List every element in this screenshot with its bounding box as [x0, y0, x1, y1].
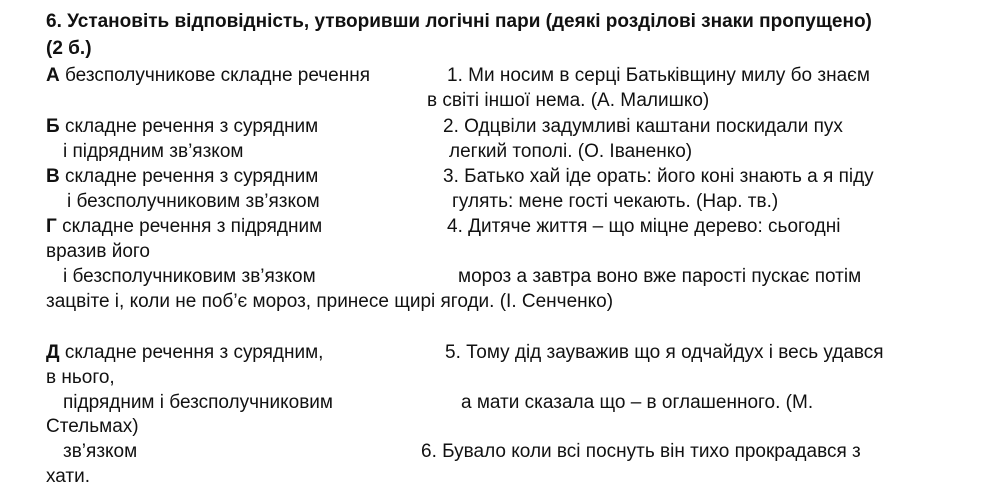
left-item-h-text-2: вразив його	[46, 241, 150, 262]
sentence-1-line-2: в світі іншої нема. (А. Малишко)	[427, 90, 710, 111]
left-item-h	[46, 215, 322, 239]
option-letter-a: А	[46, 65, 60, 86]
left-item-h-text-3: і безсполучниковим зв’язком	[63, 266, 316, 287]
left-item-v-text: складне речення з сурядним	[65, 166, 319, 187]
sentence-5-line-1: 5. Тому дід зауважив що я одчайдух і весь удався	[445, 342, 884, 363]
question-points: (2 б.)	[46, 38, 92, 59]
left-item-v-text-2: і безсполучниковим зв’язком	[67, 191, 320, 212]
sentence-4-line-3: зацвіте і, коли не поб’є мороз, принесе щирі ягоди. (І. Сенченко)	[46, 291, 614, 312]
left-item-b-text-2: і підрядним зв’язком	[63, 141, 244, 162]
left-item-d-text-2: в нього,	[46, 367, 115, 388]
option-letter-d: Д	[46, 342, 60, 363]
sentence-5-line-2: а мати сказала що – в оглашенного. (М.	[461, 392, 814, 413]
sentence-1-line-1: 1. Ми носим в серці Батьківщину милу бо знаєм	[447, 65, 870, 86]
sentence-2-line-2: легкий тополі. (О. Іваненко)	[449, 141, 693, 162]
left-item-d-text-4: Стельмах)	[46, 416, 139, 437]
left-item-b-text: складне речення з сурядним	[64, 116, 319, 137]
sentence-3-line-1: 3. Батько хай іде орать: його коні знають а я піду	[443, 166, 874, 187]
sentence-4-line-2: мороз а завтра воно вже парості пускає потім	[458, 266, 862, 287]
left-item-a	[46, 64, 370, 88]
left-item-h-text: складне речення з підрядним	[62, 216, 323, 237]
left-item-d-text-5: зв’язком	[63, 441, 138, 462]
sentence-4-line-1: 4. Дитяче життя – що міцне дерево: сьогодні	[447, 216, 841, 237]
option-letter-h: Г	[46, 216, 57, 237]
question-title: 6. Установіть відповідність, утворивши логічні пари (деякі розділові знаки пропущено)	[46, 11, 872, 32]
option-letter-b: Б	[46, 116, 60, 137]
sentence-3-line-2: гулять: мене гості чекають. (Нар. тв.)	[452, 191, 779, 212]
sentence-2-line-1: 2. Одцвіли задумливі каштани поскидали пух	[443, 116, 843, 137]
left-item-d-text-6: хати.	[46, 466, 91, 487]
left-item-d-text: складне речення з сурядним,	[64, 342, 324, 363]
left-item-d-text-3: підрядним і безсполучниковим	[63, 392, 333, 413]
sentence-6-line-1: 6. Бувало коли всі поснуть він тихо прокрадався з	[421, 441, 861, 462]
option-letter-v: В	[46, 166, 60, 187]
left-item-b	[46, 115, 318, 139]
left-item-d	[46, 341, 323, 365]
left-item-v	[46, 165, 318, 189]
left-item-a-text: безсполучникове складне речення	[65, 65, 371, 86]
